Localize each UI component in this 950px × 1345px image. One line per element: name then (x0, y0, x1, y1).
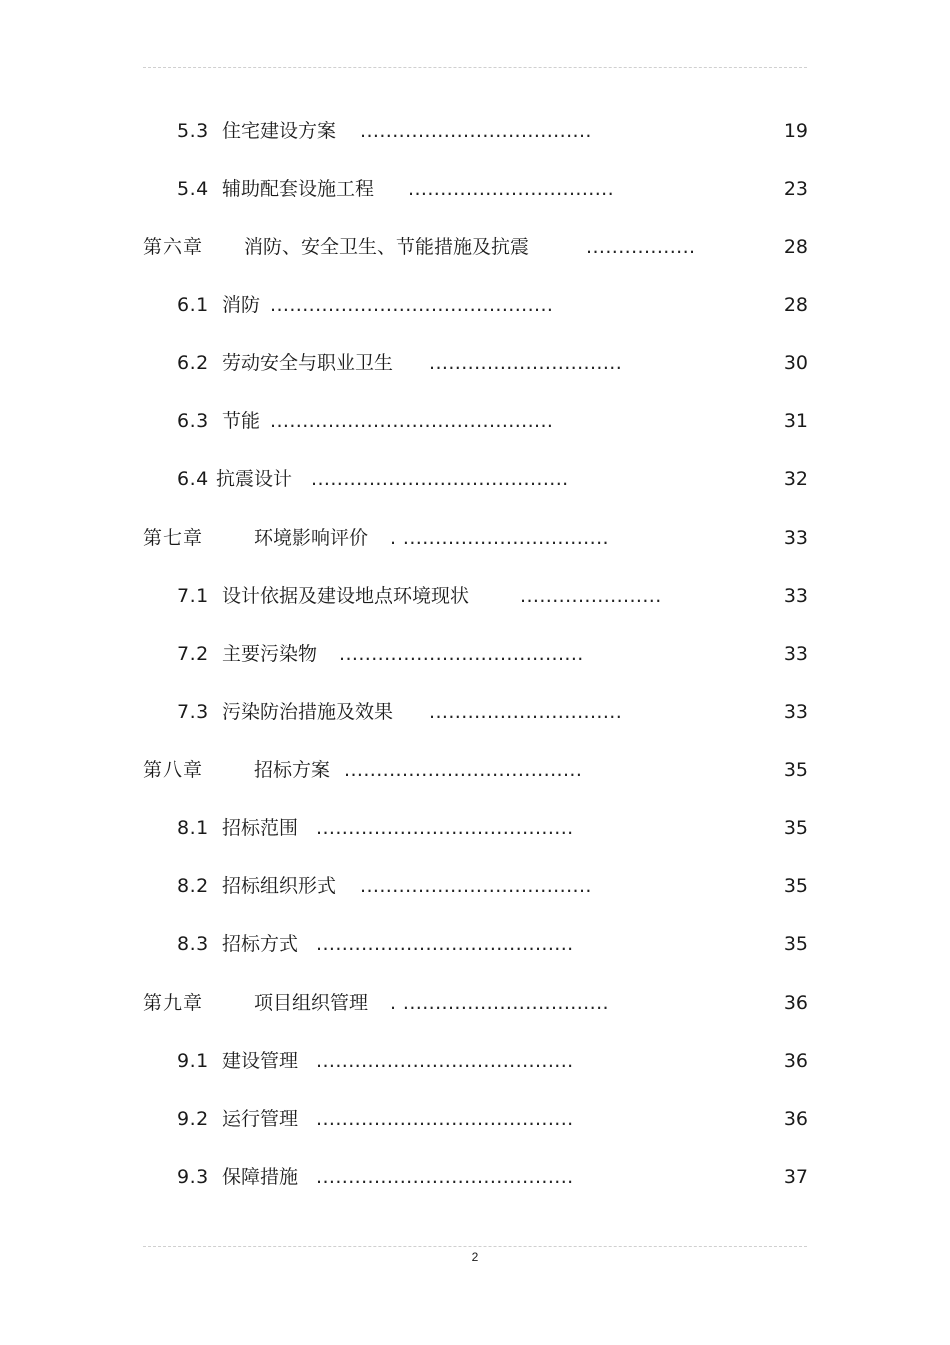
toc-entry[interactable] (0, 871, 950, 901)
toc-leader: ........................................ (311, 468, 569, 490)
toc-chapter[interactable] (0, 988, 950, 1018)
toc-title: 设计依据及建设地点环境现状 (222, 585, 470, 607)
toc-page: 35 (783, 875, 808, 897)
toc-number: 9.3 (177, 1166, 209, 1188)
toc-leader: .................................... (360, 875, 592, 897)
toc-leader: ............................................ (270, 410, 554, 432)
toc-leader: ............................................ (270, 294, 554, 316)
toc-chapter[interactable] (0, 523, 950, 553)
toc-title: 节能 (222, 410, 261, 432)
toc-entry[interactable] (0, 348, 950, 378)
toc-number: 5.3 (177, 120, 209, 142)
toc-entry[interactable] (0, 929, 950, 959)
toc-leader: ................. (586, 236, 696, 258)
page-number: 2 (471, 1250, 479, 1264)
toc-page: 36 (783, 1050, 808, 1072)
toc-title: 抗震设计 (216, 468, 293, 490)
toc-entry[interactable] (0, 639, 950, 669)
toc-page: 36 (783, 992, 808, 1014)
toc-title: 运行管理 (222, 1108, 299, 1130)
toc-title: 招标方式 (222, 933, 299, 955)
toc-leader: ...................... (520, 585, 662, 607)
toc-leader: ................................ (408, 178, 615, 200)
toc-number: 6.2 (177, 352, 209, 374)
toc-leader: ........................................ (316, 1108, 574, 1130)
toc-leader: ........................................ (316, 1050, 574, 1072)
toc-title: 招标范围 (222, 817, 299, 839)
toc-page: 35 (783, 759, 808, 781)
toc-page: 33 (783, 701, 808, 723)
toc-page: 33 (783, 527, 808, 549)
toc-number: 8.3 (177, 933, 209, 955)
toc-title: 建设管理 (222, 1050, 299, 1072)
toc-entry[interactable] (0, 697, 950, 727)
toc-title: 消防、安全卫生、节能措施及抗震 (244, 236, 530, 258)
toc-page: 35 (783, 933, 808, 955)
footer-divider (143, 1246, 807, 1247)
toc-number: 7.2 (177, 643, 209, 665)
toc-leader: ........................................ (316, 1166, 574, 1188)
toc-leader: ...................................... (339, 643, 584, 665)
toc-entry[interactable] (0, 290, 950, 320)
toc-leader: ........................................ (316, 817, 574, 839)
toc-page: 28 (783, 294, 808, 316)
toc-title: 主要污染物 (222, 643, 318, 665)
toc-entry[interactable] (0, 464, 950, 494)
toc-leader: .............................. (429, 701, 623, 723)
toc-number: 9.2 (177, 1108, 209, 1130)
toc-chapter-label: 第七章 (143, 527, 204, 549)
toc-chapter[interactable] (0, 755, 950, 785)
toc-entry[interactable] (0, 174, 950, 204)
toc-title: 污染防治措施及效果 (222, 701, 394, 723)
toc-entry[interactable] (0, 116, 950, 146)
toc-entry[interactable] (0, 1046, 950, 1076)
toc-page: 33 (783, 643, 808, 665)
toc-page: 28 (783, 236, 808, 258)
toc-number: 7.3 (177, 701, 209, 723)
toc-chapter[interactable] (0, 232, 950, 262)
toc-title: 招标组织形式 (222, 875, 337, 897)
toc-title: 辅助配套设施工程 (222, 178, 375, 200)
toc-page: 23 (783, 178, 808, 200)
toc-leader: ..................................... (344, 759, 583, 781)
toc-title: 劳动安全与职业卫生 (222, 352, 394, 374)
toc-page: 30 (783, 352, 808, 374)
toc-number: 6.4 (177, 468, 209, 490)
toc-page: 33 (783, 585, 808, 607)
toc-number: 8.1 (177, 817, 209, 839)
toc-entry[interactable] (0, 813, 950, 843)
toc-chapter-label: 第八章 (143, 759, 204, 781)
toc-number: 6.3 (177, 410, 209, 432)
toc-leader: . ................................ (390, 992, 609, 1014)
toc-page: 35 (783, 817, 808, 839)
toc-leader: .............................. (429, 352, 623, 374)
toc-chapter-label: 第六章 (143, 236, 204, 258)
toc-title: 保障措施 (222, 1166, 299, 1188)
toc-title: 消防 (222, 294, 261, 316)
toc-page: 19 (783, 120, 808, 142)
toc-number: 5.4 (177, 178, 209, 200)
toc-number: 7.1 (177, 585, 209, 607)
toc-page: 31 (783, 410, 808, 432)
toc-entry[interactable] (0, 581, 950, 611)
toc-title: 招标方案 (254, 759, 331, 781)
toc-entry[interactable] (0, 1104, 950, 1134)
toc-number: 9.1 (177, 1050, 209, 1072)
toc-page: 36 (783, 1108, 808, 1130)
toc-leader: ........................................ (316, 933, 574, 955)
toc-title: 住宅建设方案 (222, 120, 337, 142)
toc-entry[interactable] (0, 406, 950, 436)
toc-number: 8.2 (177, 875, 209, 897)
toc-entry[interactable] (0, 1162, 950, 1192)
toc-chapter-label: 第九章 (143, 992, 204, 1014)
toc-leader: .................................... (360, 120, 592, 142)
toc-page: 32 (783, 468, 808, 490)
toc-page: 37 (783, 1166, 808, 1188)
toc-title: 项目组织管理 (254, 992, 369, 1014)
toc-leader: . ................................ (390, 527, 609, 549)
toc-number: 6.1 (177, 294, 209, 316)
toc-title: 环境影响评价 (254, 527, 369, 549)
